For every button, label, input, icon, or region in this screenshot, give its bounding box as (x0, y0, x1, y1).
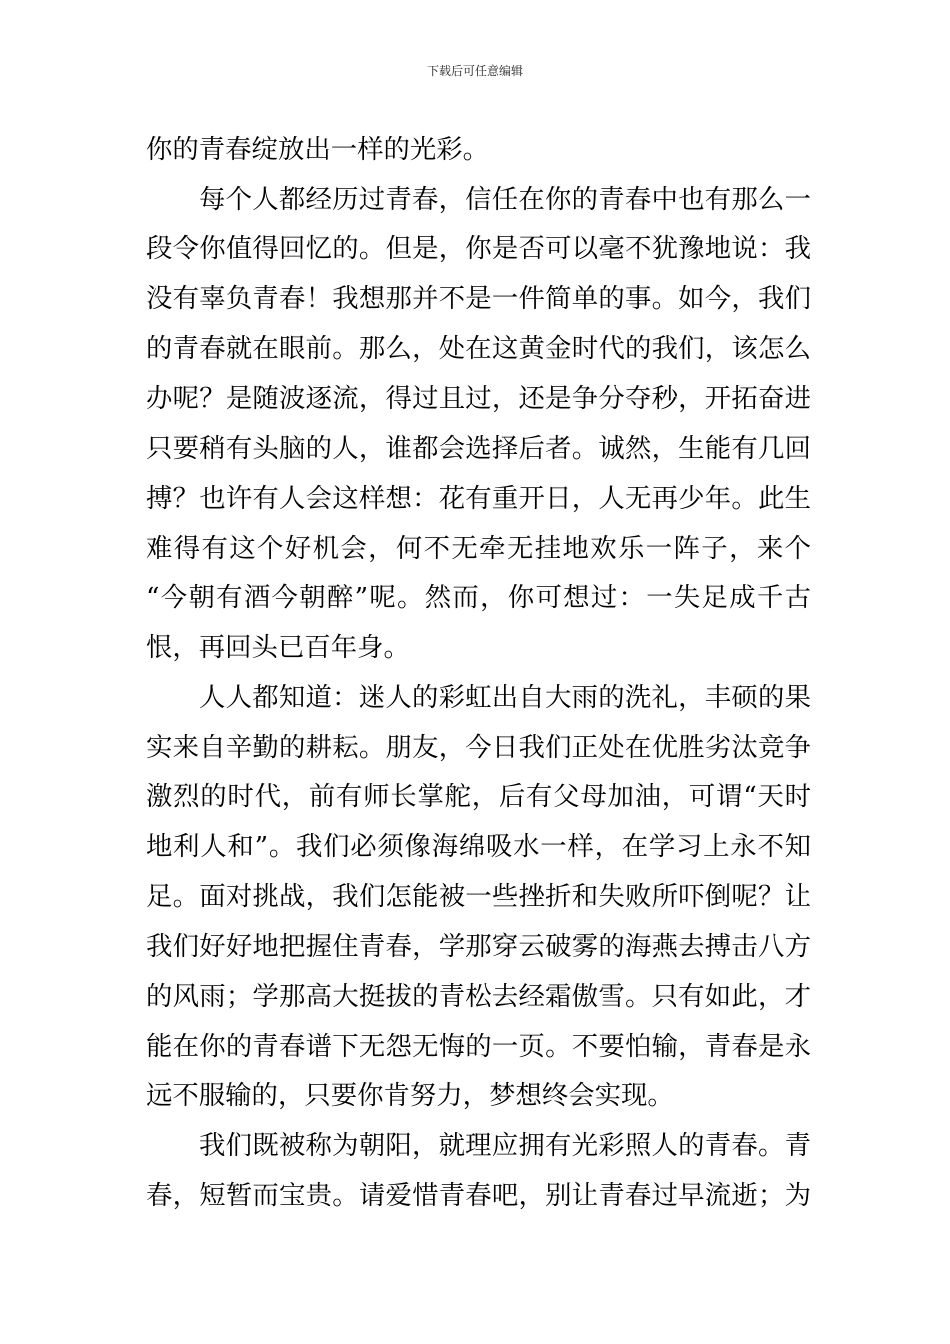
text-line: 的风雨；学那高大挺拔的青松去经霜傲雪。只有如此，才 (146, 982, 811, 1012)
page-header: 下载后可任意编辑 (426, 64, 523, 78)
text-line: 段令你值得回忆的。但是，你是否可以毫不犹豫地说：我 (146, 234, 811, 264)
text-line: 能在你的青春谱下无怨无悔的一页。不要怕输，青春是永 (146, 1032, 811, 1062)
text-line: 激烈的时代，前有师长掌舵，后有父母加油，可谓“天时 (146, 782, 811, 812)
text-line: 人人都知道：迷人的彩虹出自大雨的洗礼，丰硕的果 (199, 683, 811, 713)
text-line: 搏？也许有人会这样想：花有重开日，人无再少年。此生 (146, 484, 811, 514)
text-line: 只要稍有头脑的人，谁都会选择后者。诚然，生能有几回 (146, 434, 811, 464)
text-line: 实来自辛勤的耕耘。朋友，今日我们正处在优胜劣汰竞争 (146, 733, 811, 763)
text-line: 地利人和”。我们必须像海绵吸水一样，在学习上永不知 (146, 832, 811, 862)
text-line: “今朝有酒今朝醉”呢。然而，你可想过：一失足成千古 (146, 583, 811, 613)
text-line: 足。面对挑战，我们怎能被一些挫折和失败所吓倒呢？让 (146, 882, 811, 912)
text-line: 恨，再回头已百年身。 (146, 633, 410, 663)
text-line: 办呢？是随波逐流，得过且过，还是争分夺秒，开拓奋进 (146, 384, 811, 414)
text-line: 难得有这个好机会，何不无牵无挂地欢乐一阵子，来个 (146, 534, 811, 564)
text-line: 没有辜负青春！我想那并不是一件简单的事。如今，我们 (146, 284, 811, 314)
text-line: 我们既被称为朝阳，就理应拥有光彩照人的青春。青 (199, 1131, 811, 1161)
text-line: 每个人都经历过青春，信任在你的青春中也有那么一 (199, 185, 811, 215)
text-line: 远不服输的，只要你肯努力，梦想终会实现。 (146, 1081, 674, 1111)
text-line: 春，短暂而宝贵。请爱惜青春吧，别让青春过早流逝；为 (146, 1181, 811, 1211)
text-line: 的青春就在眼前。那么，处在这黄金时代的我们，该怎么 (146, 334, 811, 364)
text-line: 我们好好地把握住青春，学那穿云破雾的海燕去搏击八方 (146, 932, 811, 962)
text-line: 你的青春绽放出一样的光彩。 (146, 135, 490, 165)
